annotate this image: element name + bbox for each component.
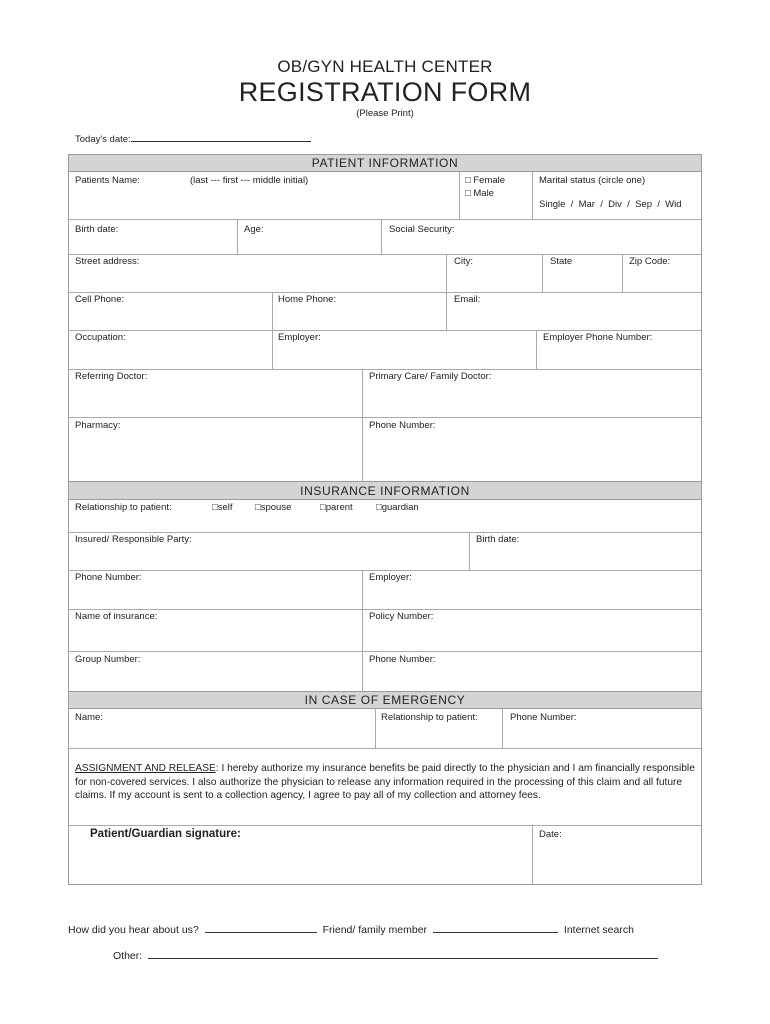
form-title: REGISTRATION FORM — [238, 77, 532, 107]
marital-status-options[interactable]: Single / Mar / Div / Sep / Wid — [539, 199, 682, 210]
col-divider — [469, 532, 470, 570]
group-number-field[interactable]: Group Number: — [75, 654, 141, 665]
row-divider — [69, 570, 701, 571]
row-divider — [69, 254, 701, 255]
other-line — [113, 947, 658, 962]
row-divider — [69, 369, 701, 370]
pharmacy-phone-field[interactable]: Phone Number: — [369, 420, 436, 431]
col-divider — [446, 254, 447, 292]
row-divider — [69, 532, 701, 533]
assignment-release-text — [75, 762, 697, 803]
insurance-info-header: INSURANCE INFORMATION — [69, 481, 701, 500]
home-phone-field[interactable]: Home Phone: — [278, 294, 337, 305]
parent-checkbox[interactable]: □parent — [320, 502, 353, 513]
internet-search-label: Internet search — [563, 924, 634, 936]
insured-phone-field[interactable]: Phone Number: — [75, 572, 142, 583]
hear-about-blank[interactable] — [205, 921, 317, 933]
col-divider — [272, 330, 273, 369]
employer-field[interactable]: Employer: — [278, 332, 321, 343]
cell-phone-field[interactable]: Cell Phone: — [75, 294, 125, 305]
male-checkbox[interactable]: □ Male — [465, 188, 494, 199]
referral-source-line — [68, 921, 634, 936]
todays-date-field[interactable] — [75, 131, 311, 145]
row-divider — [69, 651, 701, 652]
patient-name-hint: (last --- first --- middle initial) — [190, 175, 309, 186]
emergency-phone-field[interactable]: Phone Number: — [510, 712, 577, 723]
row-divider — [69, 825, 701, 826]
col-divider — [381, 219, 382, 254]
friend-family-blank[interactable] — [433, 921, 558, 933]
occupation-field[interactable]: Occupation: — [75, 332, 126, 343]
emergency-name-field[interactable]: Name: — [75, 712, 103, 723]
emergency-relationship-field[interactable]: Relationship to patient: — [381, 712, 478, 723]
other-blank[interactable] — [148, 947, 658, 959]
female-checkbox[interactable]: □ Female — [465, 175, 506, 186]
patient-name-label: Patients Name: — [75, 175, 140, 186]
col-divider — [536, 330, 537, 369]
org-name: OB/GYN HEALTH CENTER — [277, 57, 493, 76]
row-divider — [69, 292, 701, 293]
col-divider — [272, 292, 273, 330]
col-divider — [237, 219, 238, 254]
print-note: (Please Print) — [356, 108, 414, 119]
relationship-label: Relationship to patient: — [75, 502, 172, 513]
col-divider — [502, 709, 503, 748]
patient-info-header: PATIENT INFORMATION — [69, 154, 701, 172]
col-divider — [622, 254, 623, 292]
assignment-heading: ASSIGNMENT AND RELEASE — [75, 763, 216, 774]
signature-field[interactable]: Patient/Guardian signature: — [90, 828, 241, 840]
self-checkbox[interactable]: □self — [212, 502, 233, 513]
email-field[interactable]: Email: — [454, 294, 481, 305]
col-divider — [532, 172, 533, 219]
insurance-name-field[interactable]: Name of insurance: — [75, 611, 158, 622]
row-divider — [69, 330, 701, 331]
col-divider — [375, 709, 376, 748]
other-label: Other: — [113, 950, 143, 962]
hear-about-label: How did you hear about us? — [68, 924, 199, 936]
row-divider — [69, 748, 701, 749]
col-divider — [362, 570, 363, 691]
row-divider — [69, 417, 701, 418]
friend-family-label: Friend/ family member — [322, 924, 428, 936]
zip-code-field[interactable]: Zip Code: — [629, 256, 671, 267]
city-field[interactable]: City: — [454, 256, 473, 267]
signature-date-field[interactable]: Date: — [539, 829, 562, 840]
col-divider — [542, 254, 543, 292]
employer-phone-field[interactable]: Employer Phone Number: — [543, 332, 653, 343]
row-divider — [69, 609, 701, 610]
emergency-header: IN CASE OF EMERGENCY — [69, 691, 701, 709]
referring-doctor-field[interactable]: Referring Doctor: — [75, 371, 148, 382]
insured-party-field[interactable]: Insured/ Responsible Party: — [75, 534, 192, 545]
col-divider — [459, 172, 460, 219]
birth-date-field[interactable]: Birth date: — [75, 224, 119, 235]
col-divider — [532, 825, 533, 885]
col-divider — [362, 369, 363, 481]
todays-date-line — [131, 131, 311, 142]
insured-birth-date-field[interactable]: Birth date: — [476, 534, 520, 545]
street-address-field[interactable]: Street address: — [75, 256, 140, 267]
marital-status-label: Marital status (circle one) — [539, 175, 646, 186]
pharmacy-field[interactable]: Pharmacy: — [75, 420, 121, 431]
insured-employer-field[interactable]: Employer: — [369, 572, 412, 583]
social-security-field[interactable]: Social Security: — [389, 224, 455, 235]
assignment-body: : I hereby authorize my insurance benefits be paid directly to the physician and I am financially responsible for non-covered services. I also authorize the physician to release any information required in the processing of this claim and all future claims. If my account is sent to a collection agency, I agree to pay all of my collection and attorney fees. — [75, 763, 695, 801]
primary-care-field[interactable]: Primary Care/ Family Doctor: — [369, 371, 492, 382]
policy-number-field[interactable]: Policy Number: — [369, 611, 434, 622]
state-field[interactable]: State — [550, 256, 573, 267]
guardian-checkbox[interactable]: □guardian — [376, 502, 419, 513]
age-field[interactable]: Age: — [244, 224, 264, 235]
spouse-checkbox[interactable]: □spouse — [255, 502, 292, 513]
row-divider — [69, 219, 701, 220]
insurance-phone-field[interactable]: Phone Number: — [369, 654, 436, 665]
todays-date-label: Today's date: — [75, 134, 131, 145]
col-divider — [446, 292, 447, 330]
